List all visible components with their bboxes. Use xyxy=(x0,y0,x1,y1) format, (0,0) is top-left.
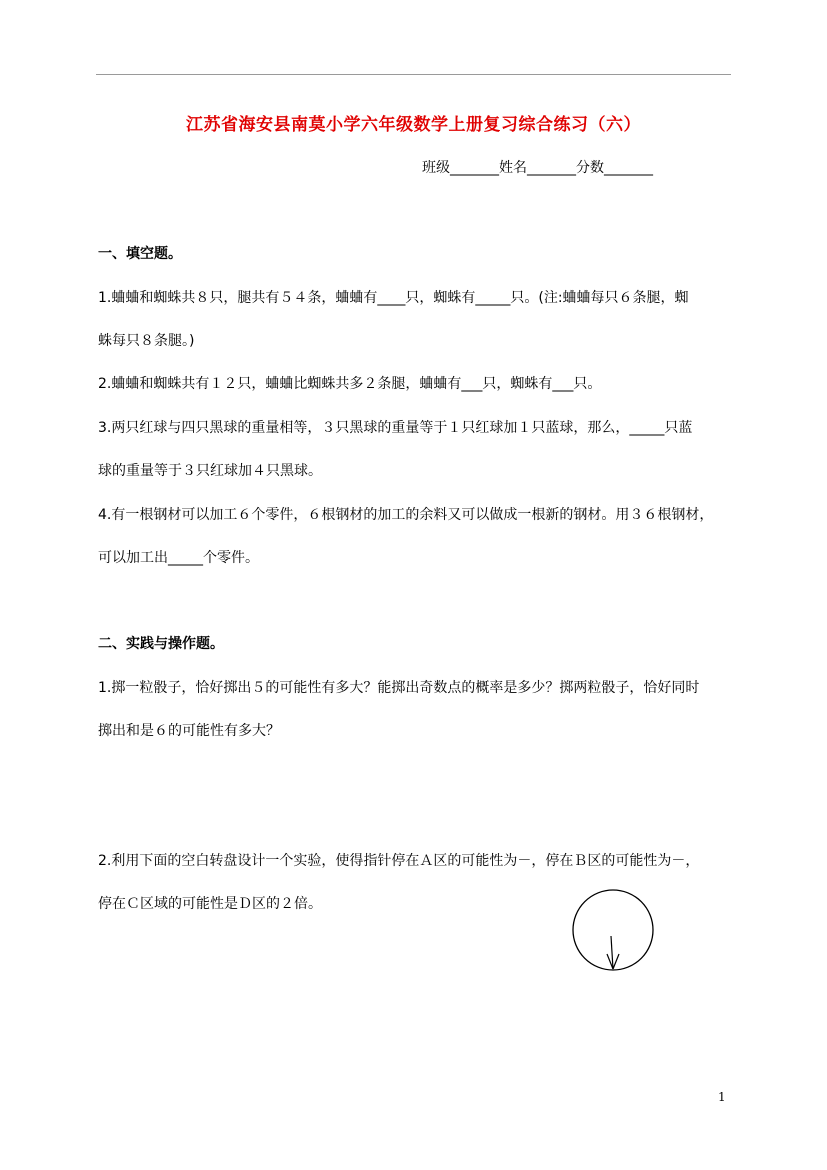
question-line: 4.有一根钢材可以加工６个零件，６根钢材的加工的余料又可以做成一根新的钢材。用３６根钢材， xyxy=(98,507,714,523)
question-line: 蛛每只８条腿。) xyxy=(98,333,195,349)
question-line: 2.利用下面的空白转盘设计一个实验，使得指针停在Ａ区的可能性为－，停在Ｂ区的可能性为－， xyxy=(98,853,700,869)
question-line: 球的重量等于３只红球加４只黑球。 xyxy=(98,463,322,479)
question-line: 2.蛐蛐和蜘蛛共有１２只，蛐蛐比蜘蛛共多２条腿，蛐蛐有___只，蜘蛛有___只。 xyxy=(98,376,602,392)
header-rule xyxy=(96,74,731,75)
question-line: 掷出和是６的可能性有多大？ xyxy=(98,723,280,739)
student-info-line: 班级_______姓名_______分数_______ xyxy=(422,160,653,176)
pointer-arrowhead-right xyxy=(613,954,619,969)
section-heading-practice: 二、实践与操作题。 xyxy=(98,636,224,652)
page-title: 江苏省海安县南莫小学六年级数学上册复习综合练习（六） xyxy=(186,115,641,135)
question-line: 停在Ｃ区域的可能性是Ｄ区的２倍。 xyxy=(98,896,322,912)
page-number: 1 xyxy=(718,1090,726,1104)
question-line: 可以加工出_____个零件。 xyxy=(98,550,259,566)
question-line: 1.蛐蛐和蜘蛛共８只，腿共有５４条，蛐蛐有____只，蜘蛛有_____只。(注:蛐蛐每只６条腿，蜘 xyxy=(98,290,689,306)
question-line: 3.两只红球与四只黑球的重量相等，３只黑球的重量等于１只红球加１只蓝球，那么，_____只蓝 xyxy=(98,420,693,436)
blank-spinner-diagram xyxy=(570,889,660,973)
section-heading-fill-blank: 一、填空题。 xyxy=(98,246,182,262)
question-line: 1.掷一粒骰子，恰好掷出５的可能性有多大？能掷出奇数点的概率是多少？掷两粒骰子，恰好同时 xyxy=(98,680,700,696)
spinner-circle xyxy=(573,890,653,970)
